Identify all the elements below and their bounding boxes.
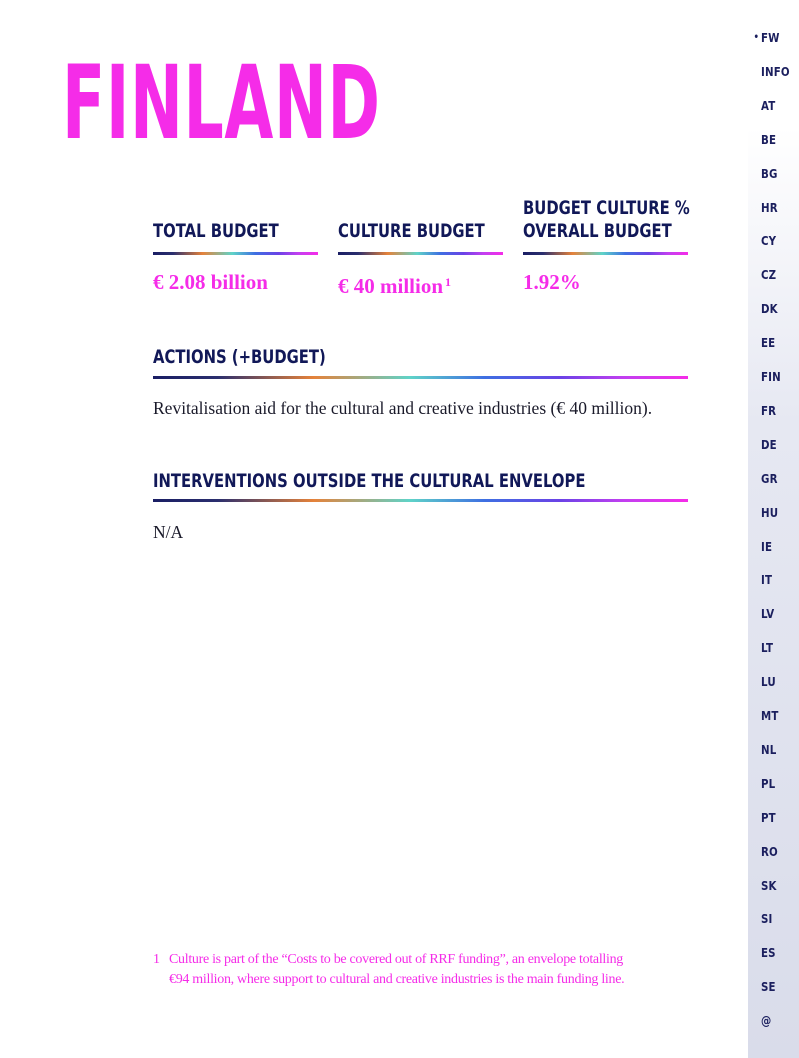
nav-item-label: PL <box>761 775 776 791</box>
nav-item-label: LU <box>761 674 776 690</box>
nav-item-nl[interactable] <box>761 740 776 760</box>
nav-item-ro[interactable] <box>761 842 778 862</box>
nav-item-label: FIN <box>761 369 781 384</box>
nav-item-label: SK <box>761 877 777 893</box>
nav-item-si[interactable] <box>761 909 773 929</box>
nav-item-info[interactable] <box>761 62 790 82</box>
total-budget-heading: TOTAL BUDGET <box>153 220 279 242</box>
culture-budget-amount: € 40 million <box>338 274 444 298</box>
nav-item-label: EE <box>761 335 776 351</box>
nav-item-at[interactable] <box>761 96 775 116</box>
total-budget-rule <box>153 252 318 255</box>
interventions-heading: INTERVENTIONS OUTSIDE THE CULTURAL ENVELOPE <box>153 470 586 492</box>
nav-item-ee[interactable] <box>761 333 775 353</box>
side-nav-panel <box>748 0 799 1058</box>
footnote-text <box>169 950 624 990</box>
nav-item-bg[interactable] <box>761 164 778 184</box>
nav-item-label: FW <box>761 30 780 45</box>
nav-item-label: GR <box>761 470 778 486</box>
nav-item-label: HR <box>761 199 778 215</box>
nav-item-label: INFO <box>761 63 790 79</box>
budget-percent-value <box>523 269 581 295</box>
budget-percent-rule <box>523 252 688 255</box>
nav-item-cz[interactable] <box>761 265 776 285</box>
nav-item-label: CZ <box>761 267 777 283</box>
footnote-number: 1 <box>153 952 160 967</box>
nav-item-label: DE <box>761 436 777 452</box>
nav-item-gr[interactable] <box>761 469 778 489</box>
nav-item-de[interactable] <box>761 435 777 455</box>
nav-item-es[interactable] <box>761 943 776 963</box>
nav-item-label: LV <box>761 606 775 622</box>
nav-item-label: IE <box>761 538 773 554</box>
nav-item-lu[interactable] <box>761 672 776 692</box>
current-page-bullet-icon: • <box>753 32 760 43</box>
total-budget-amount: € 2.08 billion <box>153 270 268 294</box>
nav-item-label: ES <box>761 945 776 961</box>
nav-item-label: AT <box>761 97 776 113</box>
nav-item-fr[interactable] <box>761 401 776 421</box>
nav-item-label: IT <box>761 572 773 588</box>
nav-item-pt[interactable] <box>761 808 776 828</box>
nav-item-label: PT <box>761 809 776 825</box>
nav-item-be[interactable] <box>761 130 776 150</box>
nav-item-label: MT <box>761 708 779 723</box>
nav-item-lv[interactable] <box>761 604 774 624</box>
nav-item-label: HU <box>761 504 779 520</box>
nav-item-dk[interactable] <box>761 299 778 319</box>
nav-item-label: BG <box>761 165 778 181</box>
footnote-ref-1[interactable]: 1 <box>445 275 452 289</box>
page-title: FINLAND <box>62 44 381 163</box>
nav-item-label: RO <box>761 843 778 859</box>
nav-item-label: DK <box>761 301 778 317</box>
nav-item-ie[interactable] <box>761 537 772 557</box>
nav-item-contact[interactable] <box>761 1011 771 1031</box>
nav-item-sk[interactable] <box>761 876 777 896</box>
nav-item-it[interactable] <box>761 570 772 590</box>
nav-item-se[interactable] <box>761 977 776 997</box>
total-budget-value <box>153 269 268 295</box>
nav-item-hr[interactable] <box>761 198 778 218</box>
actions-heading: ACTIONS (+BUDGET) <box>153 346 326 368</box>
culture-budget-value <box>338 269 451 299</box>
nav-item-label: SI <box>761 911 773 927</box>
nav-item-label: NL <box>761 741 777 757</box>
nav-item-cy[interactable] <box>761 231 776 251</box>
footnote-line: €94 million, where support to cultural and creative industries is the main funding line. <box>169 972 625 987</box>
interventions-text: N/A <box>153 522 184 542</box>
budget-percent-heading-line1: BUDGET CULTURE % <box>523 197 690 219</box>
nav-item-label: @ <box>761 1013 772 1029</box>
culture-budget-heading: CULTURE BUDGET <box>338 220 485 242</box>
nav-item-pl[interactable] <box>761 774 775 794</box>
nav-item-label: FR <box>761 402 777 418</box>
budget-percent-heading-line2: OVERALL BUDGET <box>523 220 672 242</box>
budget-percent-amount: 1.92% <box>523 270 581 294</box>
actions-rule <box>153 376 688 379</box>
nav-item-label: SE <box>761 979 776 995</box>
interventions-rule <box>153 499 688 502</box>
culture-budget-rule <box>338 252 503 255</box>
nav-item-fw[interactable] <box>753 28 780 48</box>
nav-item-lt[interactable] <box>761 638 773 658</box>
nav-item-hu[interactable] <box>761 503 778 523</box>
nav-item-label: LT <box>761 640 774 656</box>
nav-item-fin[interactable] <box>761 367 781 387</box>
nav-item-label: BE <box>761 131 777 147</box>
actions-text: Revitalisation aid for the cultural and creative industries (€ 40 million). <box>153 398 653 418</box>
nav-item-label: CY <box>761 233 777 249</box>
nav-item-mt[interactable] <box>761 706 779 726</box>
footnote-line: Culture is part of the “Costs to be covered out of RRF funding”, an envelope totalling <box>169 952 623 967</box>
